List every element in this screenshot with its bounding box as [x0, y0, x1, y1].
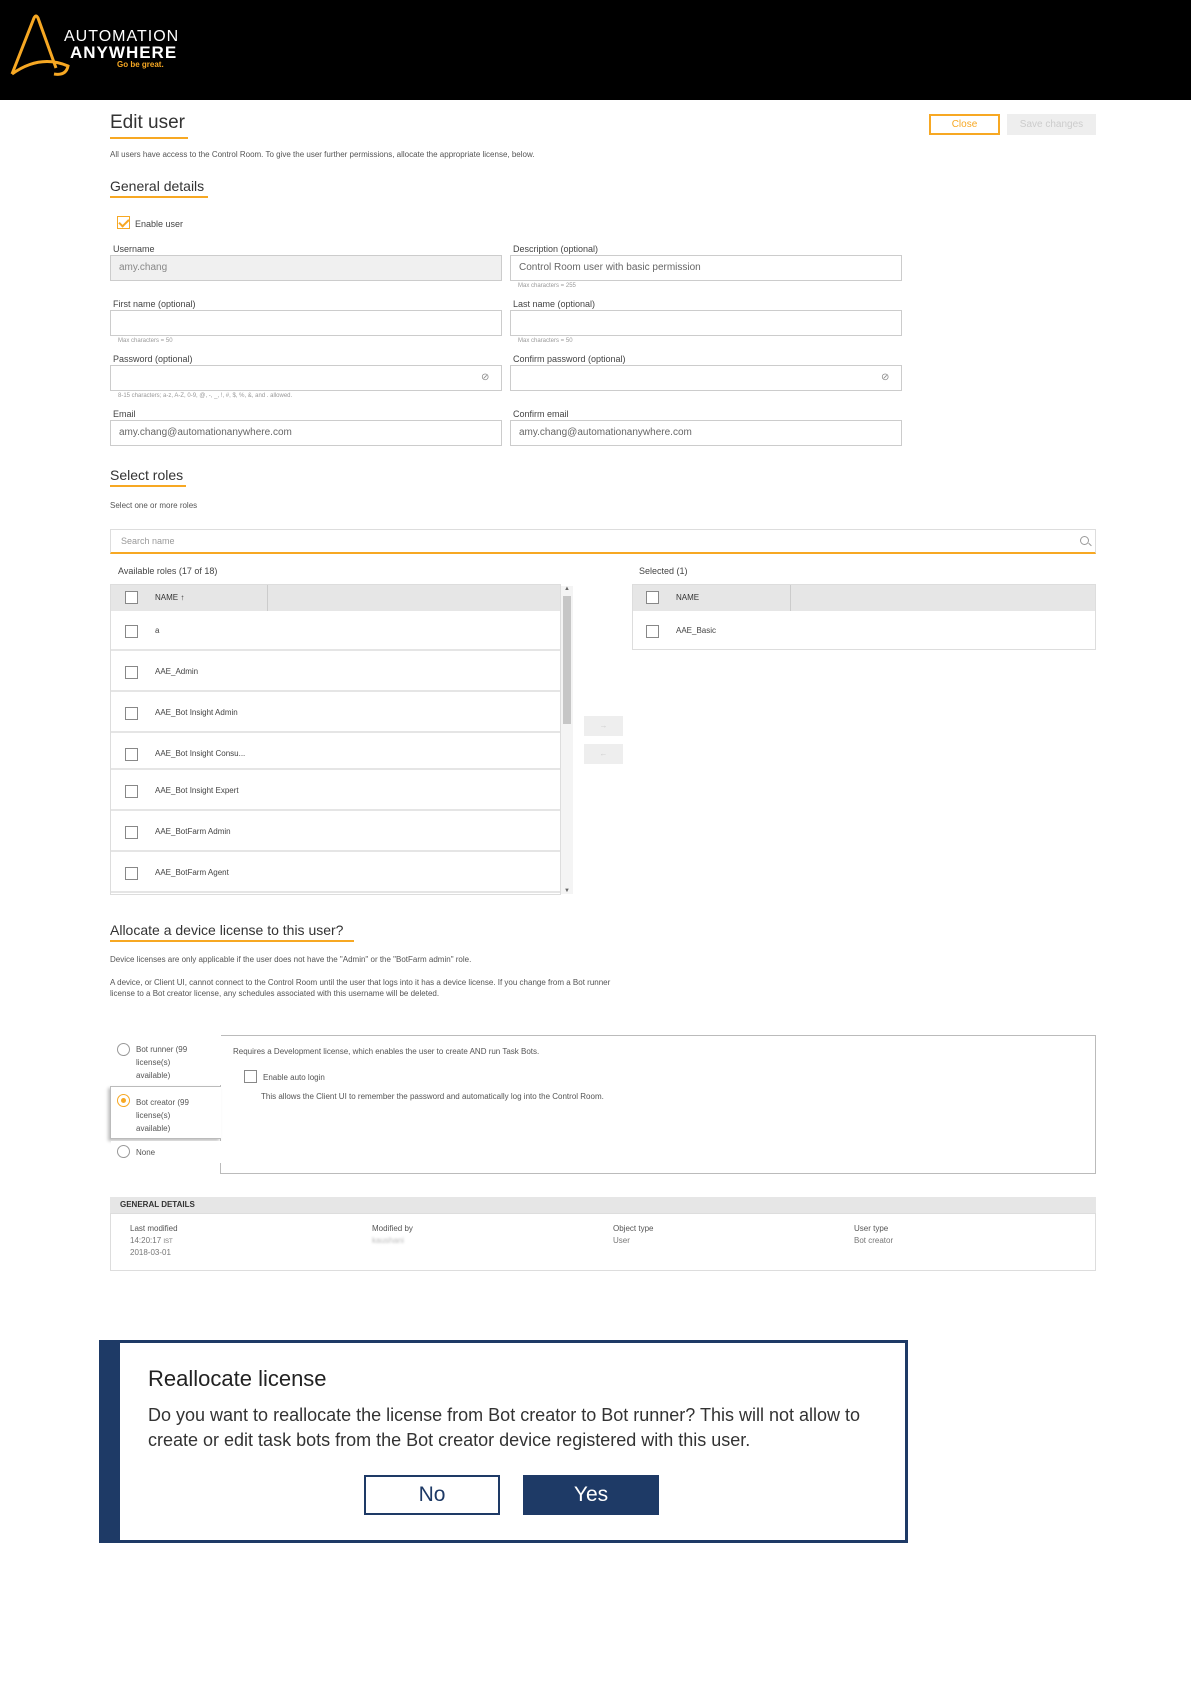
row-checkbox[interactable] — [125, 666, 138, 679]
general-details-heading: General details — [110, 178, 205, 194]
license-description: Requires a Development license, which enables the user to create AND run Task Bots. — [233, 1047, 540, 1056]
selected-roles-label: Selected (1) — [639, 566, 688, 576]
table-row[interactable] — [111, 853, 561, 893]
user-type-value: Bot creator — [854, 1236, 894, 1245]
enable-user-label: Enable user — [135, 219, 184, 229]
app-header — [0, 0, 1191, 100]
license-note-2a: A device, or Client UI, cannot connect to the Control Room until the user that logs into it has a device license. If you change from a Bot runner — [110, 978, 611, 987]
last-modified-date: 2018-03-01 — [130, 1248, 171, 1257]
search-icon[interactable] — [1080, 536, 1089, 545]
table-row[interactable] — [111, 771, 561, 811]
dialog-accent-bar — [102, 1343, 120, 1540]
available-roles-label: Available roles (17 of 18) — [118, 566, 218, 576]
confirm-password-field[interactable] — [510, 365, 902, 391]
table-row[interactable] — [111, 693, 561, 733]
auto-login-checkbox[interactable] — [244, 1070, 257, 1083]
table-row[interactable] — [111, 812, 561, 852]
object-type-value: User — [613, 1236, 630, 1245]
row-checkbox[interactable] — [125, 707, 138, 720]
logo-text-automation: AUTOMATION — [64, 28, 180, 45]
row-checkbox[interactable] — [125, 625, 138, 638]
last-name-label: Last name (optional) — [513, 299, 596, 309]
eye-slash-icon[interactable]: ⊘ — [481, 372, 490, 383]
selected-roles-table — [632, 584, 1096, 650]
title-underline — [110, 137, 188, 139]
email-label: Email — [113, 409, 136, 419]
automation-anywhere-logo-icon — [10, 14, 72, 78]
email-field[interactable]: amy.chang@automationanywhere.com — [110, 420, 502, 446]
details-panel — [110, 1213, 1096, 1271]
bot-creator-radio[interactable] — [117, 1094, 130, 1107]
row-checkbox[interactable] — [646, 625, 659, 638]
available-roles-table — [110, 584, 561, 895]
column-divider — [790, 585, 791, 611]
confirm-email-label: Confirm email — [513, 409, 569, 419]
license-description-panel — [220, 1035, 1096, 1174]
role-name: a — [155, 626, 160, 635]
table-row[interactable] — [111, 734, 561, 770]
object-type-label: Object type — [613, 1224, 654, 1233]
bot-runner-radio[interactable] — [117, 1043, 130, 1056]
row-checkbox[interactable] — [125, 826, 138, 839]
auto-login-label: Enable auto login — [263, 1073, 325, 1082]
role-name: AAE_Bot Insight Consu... — [155, 749, 246, 758]
username-label: Username — [113, 244, 155, 254]
role-name: AAE_BotFarm Admin — [155, 827, 231, 836]
last-modified-time: 14:20:17 IST — [130, 1236, 173, 1245]
bot-creator-label: Bot creator (99 license(s) available) — [136, 1098, 189, 1133]
table-row[interactable] — [111, 611, 561, 651]
row-checkbox[interactable] — [125, 748, 138, 761]
scroll-down-icon[interactable]: ▼ — [564, 888, 570, 894]
name-column-header[interactable]: NAME — [676, 593, 700, 602]
select-roles-subtext: Select one or more roles — [110, 501, 198, 510]
last-name-hint: Max characters = 50 — [518, 338, 573, 344]
password-label: Password (optional) — [113, 354, 193, 364]
last-name-field[interactable] — [510, 310, 902, 336]
intro-text: All users have access to the Control Room. To give the user further permissions, allocate the appropriate license, below. — [110, 150, 535, 159]
table-row[interactable] — [633, 611, 1096, 650]
description-field[interactable]: Control Room user with basic permission — [510, 255, 902, 281]
license-underline — [110, 940, 354, 942]
auto-login-description: This allows the Client UI to remember the password and automatically log into the Control Room. — [261, 1092, 604, 1101]
logo-text-anywhere: ANYWHERE — [70, 43, 178, 62]
user-type-label: User type — [854, 1224, 889, 1233]
eye-slash-icon[interactable]: ⊘ — [881, 372, 890, 383]
save-changes-button[interactable]: Save changes — [1007, 114, 1096, 135]
confirm-password-label: Confirm password (optional) — [513, 354, 626, 364]
none-radio[interactable] — [117, 1145, 130, 1158]
select-all-checkbox[interactable] — [646, 591, 659, 604]
no-button[interactable]: No — [364, 1475, 500, 1515]
username-field: amy.chang — [110, 255, 502, 281]
logo-tagline: Go be great. — [117, 60, 164, 69]
license-note-2b: license to a Bot creator license, any schedules associated with this username will be deleted. — [110, 989, 440, 998]
close-button[interactable]: Close — [929, 114, 1000, 135]
first-name-field[interactable] — [110, 310, 502, 336]
scroll-up-icon[interactable]: ▲ — [564, 586, 570, 592]
bot-runner-option[interactable] — [111, 1035, 221, 1085]
role-name: AAE_Basic — [676, 626, 717, 635]
scrollbar-thumb[interactable] — [563, 596, 571, 724]
role-name: AAE_BotFarm Agent — [155, 868, 229, 877]
table-header — [633, 585, 1096, 611]
yes-button[interactable]: Yes — [523, 1475, 659, 1515]
name-column-header[interactable]: NAME ↑ — [155, 593, 185, 602]
select-all-checkbox[interactable] — [125, 591, 138, 604]
row-checkbox[interactable] — [125, 785, 138, 798]
role-search-input[interactable] — [110, 529, 1096, 554]
license-note-1: Device licenses are only applicable if the user does not have the "Admin" or the "BotFarm admin" role. — [110, 955, 472, 964]
modified-by-value: kaushani — [372, 1236, 405, 1245]
search-placeholder: Search name — [121, 536, 175, 546]
last-modified-label: Last modified — [130, 1224, 178, 1233]
general-details-underline — [110, 196, 208, 198]
details-heading: GENERAL DETAILS — [110, 1197, 1096, 1213]
password-field[interactable] — [110, 365, 502, 391]
bot-runner-label: Bot runner (99 license(s) available) — [136, 1045, 188, 1080]
select-roles-heading: Select roles — [110, 467, 184, 483]
dialog-message: Do you want to reallocate the license from Bot creator to Bot runner? This will not allow to create or edit task bots from the Bot creator device registered with this user. — [148, 1405, 861, 1450]
page-title: Edit user — [110, 112, 185, 133]
password-hint: 8-15 characters; a-z, A-Z, 0-9, @, -, _, !, #, $, %, &, and . allowed. — [118, 393, 293, 399]
role-name: AAE_Admin — [155, 667, 199, 676]
roles-scrollbar[interactable] — [561, 586, 573, 894]
none-label: None — [136, 1148, 156, 1157]
move-right-button[interactable]: → — [584, 716, 623, 736]
table-header — [111, 585, 561, 611]
enable-user-checkbox[interactable] — [117, 216, 130, 229]
bot-creator-option[interactable] — [110, 1086, 221, 1139]
table-row[interactable] — [111, 652, 561, 692]
description-label: Description (optional) — [513, 244, 599, 254]
confirm-email-field[interactable]: amy.chang@automationanywhere.com — [510, 420, 902, 446]
none-option[interactable] — [111, 1141, 221, 1163]
dialog-title: Reallocate license — [148, 1366, 327, 1391]
row-checkbox[interactable] — [125, 867, 138, 880]
first-name-hint: Max characters = 50 — [118, 338, 173, 344]
role-name: AAE_Bot Insight Admin — [155, 708, 238, 717]
license-heading: Allocate a device license to this user? — [110, 922, 344, 938]
select-roles-underline — [110, 485, 186, 487]
move-left-button[interactable]: ← — [584, 744, 623, 764]
modified-by-label: Modified by — [372, 1224, 413, 1233]
column-divider — [267, 585, 268, 611]
first-name-label: First name (optional) — [113, 299, 196, 309]
role-name: AAE_Bot Insight Expert — [155, 786, 239, 795]
description-hint: Max characters = 255 — [518, 283, 576, 289]
